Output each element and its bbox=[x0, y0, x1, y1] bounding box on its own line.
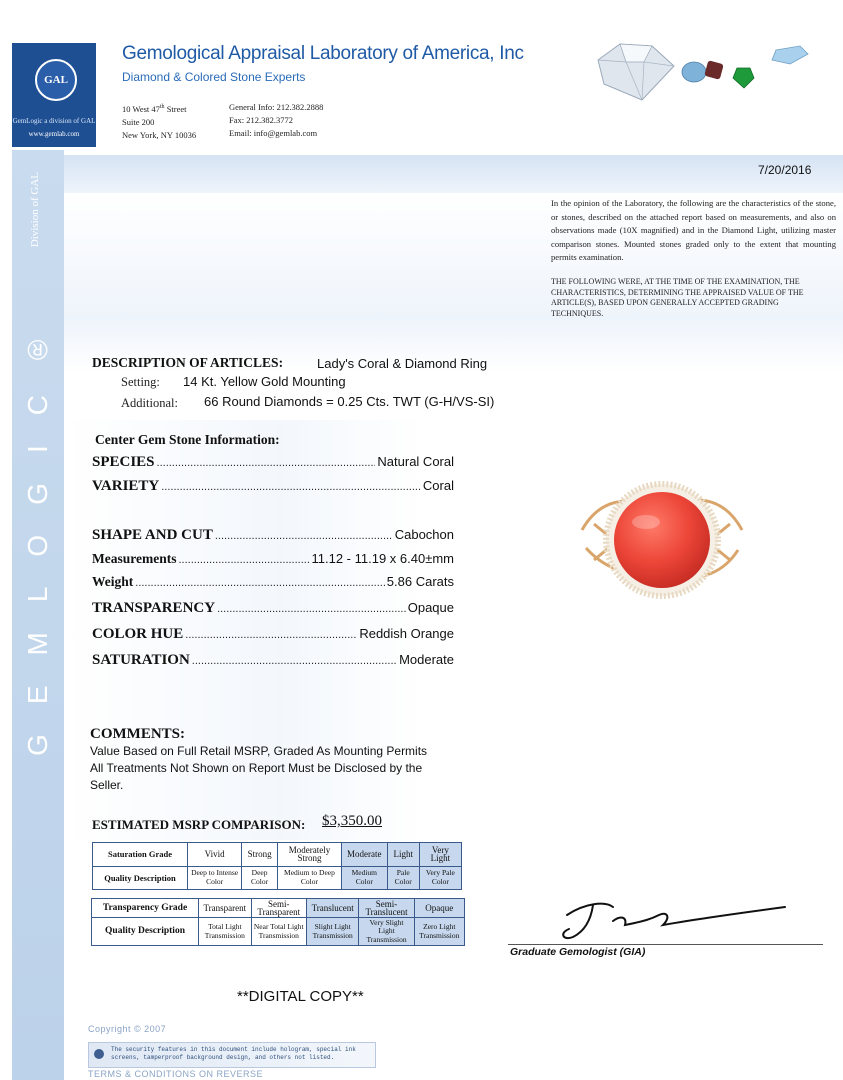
signature-caption: Graduate Gemologist (GIA) bbox=[510, 946, 646, 958]
transparency-value: Opaque bbox=[407, 600, 454, 615]
msrp-label: ESTIMATED MSRP COMPARISON: bbox=[92, 817, 306, 832]
color-hue-row bbox=[92, 626, 454, 643]
shape-value: Cabochon bbox=[394, 527, 454, 542]
saturation-grade-header: Saturation Grade bbox=[93, 843, 188, 867]
species-label: SPECIES bbox=[92, 454, 155, 470]
transparency-desc-cell: Near Total Light Transmission bbox=[251, 918, 306, 946]
description-label: DESCRIPTION OF ARTICLES: bbox=[92, 355, 284, 370]
division-vertical-text: Division of GAL bbox=[29, 172, 41, 248]
email: Email: info@gemlab.com bbox=[229, 128, 318, 138]
terms-text: TERMS & CONDITIONS ON REVERSE bbox=[88, 1069, 264, 1079]
saturation-grade-table bbox=[92, 842, 462, 890]
additional-value: 66 Round Diamonds = 0.25 Cts. TWT (G-H/VS-SI) bbox=[204, 394, 495, 409]
leader-dots bbox=[215, 530, 393, 542]
transparency-row bbox=[92, 600, 454, 617]
saturation-grade-cell: Vivid bbox=[188, 843, 242, 867]
variety-label: VARIETY bbox=[92, 478, 160, 494]
company-name: Gemological Appraisal Laboratory of America, Inc bbox=[122, 43, 524, 64]
saturation-grade-cell: Moderately Strong bbox=[277, 843, 341, 867]
transparency-desc-cell: Very Slight Light Transmission bbox=[359, 918, 414, 946]
copyright-text: Copyright © 2007 bbox=[88, 1024, 167, 1034]
transparency-desc-header: Quality Description bbox=[92, 918, 199, 946]
saturation-desc-cell: Medium Color bbox=[341, 866, 387, 890]
garnet-icon bbox=[704, 60, 724, 80]
address-line-1: 10 West 47th Street bbox=[122, 103, 187, 114]
hologram-icon bbox=[94, 1049, 104, 1059]
security-text: The security features in this document include hologram, special ink screens, tamperproof background design, and others not listed. bbox=[111, 1046, 356, 1061]
ring-photo bbox=[520, 438, 804, 650]
report-date: 7/20/2016 bbox=[758, 163, 812, 177]
saturation-grade-cell: Very Light bbox=[419, 843, 461, 867]
color-hue-label: COLOR HUE bbox=[92, 626, 184, 642]
leader-dots bbox=[161, 481, 421, 493]
transparency-grade-header: Transparency Grade bbox=[92, 899, 199, 918]
diamond-icon bbox=[598, 44, 674, 100]
leader-dots bbox=[178, 554, 309, 566]
address-block bbox=[122, 101, 196, 142]
leader-dots bbox=[157, 457, 376, 469]
description-value: Lady's Coral & Diamond Ring bbox=[317, 356, 488, 371]
transparency-desc-cell: Total Light Transmission bbox=[199, 918, 252, 946]
saturation-desc-cell: Medium to Deep Color bbox=[277, 866, 341, 890]
species-row bbox=[92, 454, 454, 471]
gal-seal-icon: GAL bbox=[35, 59, 77, 101]
leader-dots bbox=[192, 655, 397, 667]
aquamarine-icon bbox=[772, 46, 808, 64]
measurements-value: 11.12 - 11.19 x 6.40±mm bbox=[311, 551, 454, 566]
saturation-grade-cell: Strong bbox=[242, 843, 278, 867]
color-hue-value: Reddish Orange bbox=[359, 626, 454, 641]
measurements-label: Measurements bbox=[92, 551, 177, 566]
additional-label: Additional: bbox=[121, 396, 178, 410]
weight-label: Weight bbox=[92, 574, 134, 589]
setting-label: Setting: bbox=[121, 375, 160, 389]
center-stone-title: Center Gem Stone Information: bbox=[95, 432, 280, 447]
saturation-label: SATURATION bbox=[92, 652, 190, 668]
saturation-desc-cell: Very Pale Color bbox=[419, 866, 461, 890]
variety-value: Coral bbox=[422, 478, 454, 493]
characteristics-disclaimer: THE FOLLOWING WERE, AT THE TIME OF THE EXAMINATION, THE CHARACTERISTICS, DETERMINING THE APPRAISED VALUE OF THE ARTICLE(S), BASED UPON GENERALLY ACCEPTED GRADING TECHNIQUES. bbox=[551, 277, 804, 318]
variety-row bbox=[92, 478, 454, 495]
setting-value: 14 Kt. Yellow Gold Mounting bbox=[183, 374, 346, 389]
saturation-desc-cell: Deep to Intense Color bbox=[188, 866, 242, 890]
leader-dots bbox=[217, 603, 406, 615]
logo-tagline: GemLogic a division of GAL bbox=[12, 117, 96, 125]
address-line-3: New York, NY 10036 bbox=[122, 129, 197, 140]
saturation-row bbox=[92, 652, 454, 669]
logo-url: www.gemlab.com bbox=[28, 130, 80, 138]
coral-cabochon-icon bbox=[614, 492, 710, 588]
shape-row bbox=[92, 527, 454, 544]
top-blue-band bbox=[64, 155, 843, 193]
transparency-grade-cell: Semi-Transparent bbox=[251, 899, 306, 918]
opinion-statement: In the opinion of the Laboratory, the following are the characteristics of the stone, or stones, described on the attached report based on measurements, and also on observations made (10X magnified) and in the Diamond Light, utilizing master comparison stones. Mounted stones graded only to the extent that mounting permits examination. bbox=[551, 198, 836, 262]
transparency-grade-cell: Translucent bbox=[306, 899, 359, 918]
transparency-grade-cell: Transparent bbox=[199, 899, 252, 918]
blue-topaz-icon bbox=[682, 62, 706, 82]
comments-label: COMMENTS: bbox=[90, 726, 185, 742]
transparency-grade-cell: Semi-Translucent bbox=[359, 899, 414, 918]
saturation-desc-header: Quality Description bbox=[93, 866, 188, 890]
signature-line bbox=[508, 944, 823, 945]
transparency-desc-cell: Zero Light Transmission bbox=[414, 918, 464, 946]
msrp-value: $3,350.00 bbox=[322, 813, 382, 829]
address-line-2: Suite 200 bbox=[122, 116, 155, 127]
leader-dots bbox=[135, 577, 385, 589]
transparency-desc-cell: Slight Light Transmission bbox=[306, 918, 359, 946]
transparency-grade-cell: Opaque bbox=[414, 899, 464, 918]
saturation-desc-cell: Deep Color bbox=[242, 866, 278, 890]
saturation-desc-cell: Pale Color bbox=[387, 866, 419, 890]
saturation-grade-cell: Moderate bbox=[341, 843, 387, 867]
weight-value: 5.86 Carats bbox=[386, 574, 454, 589]
phone-fax: Fax: 212.382.3772 bbox=[229, 115, 293, 125]
company-subtitle: Diamond & Colored Stone Experts bbox=[122, 70, 306, 84]
gemstones-illustration bbox=[590, 38, 820, 108]
saturation-value: Moderate bbox=[399, 652, 454, 667]
comments-text: Value Based on Full Retail MSRP, Graded As Mounting Permits All Treatments Not Shown on Report Must be Disclosed by the Seller. bbox=[90, 744, 428, 792]
phone-general: General Info: 212.382.2888 bbox=[229, 102, 324, 112]
leader-dots bbox=[185, 629, 357, 641]
gemlogic-vertical-brand: GEMLOGIC® bbox=[22, 304, 53, 756]
shape-label: SHAPE AND CUT bbox=[92, 527, 213, 543]
transparency-label: TRANSPARENCY bbox=[92, 600, 216, 616]
species-value: Natural Coral bbox=[377, 454, 454, 469]
weight-row bbox=[92, 574, 454, 590]
gal-logo bbox=[12, 43, 96, 147]
gemologist-signature bbox=[555, 895, 790, 940]
emerald-icon bbox=[733, 68, 754, 88]
measurements-row bbox=[92, 551, 454, 567]
security-notice bbox=[88, 1042, 376, 1068]
saturation-grade-cell: Light bbox=[387, 843, 419, 867]
transparency-grade-table bbox=[91, 898, 465, 946]
contact-block bbox=[229, 101, 323, 140]
digital-copy-stamp: **DIGITAL COPY** bbox=[237, 988, 364, 1005]
